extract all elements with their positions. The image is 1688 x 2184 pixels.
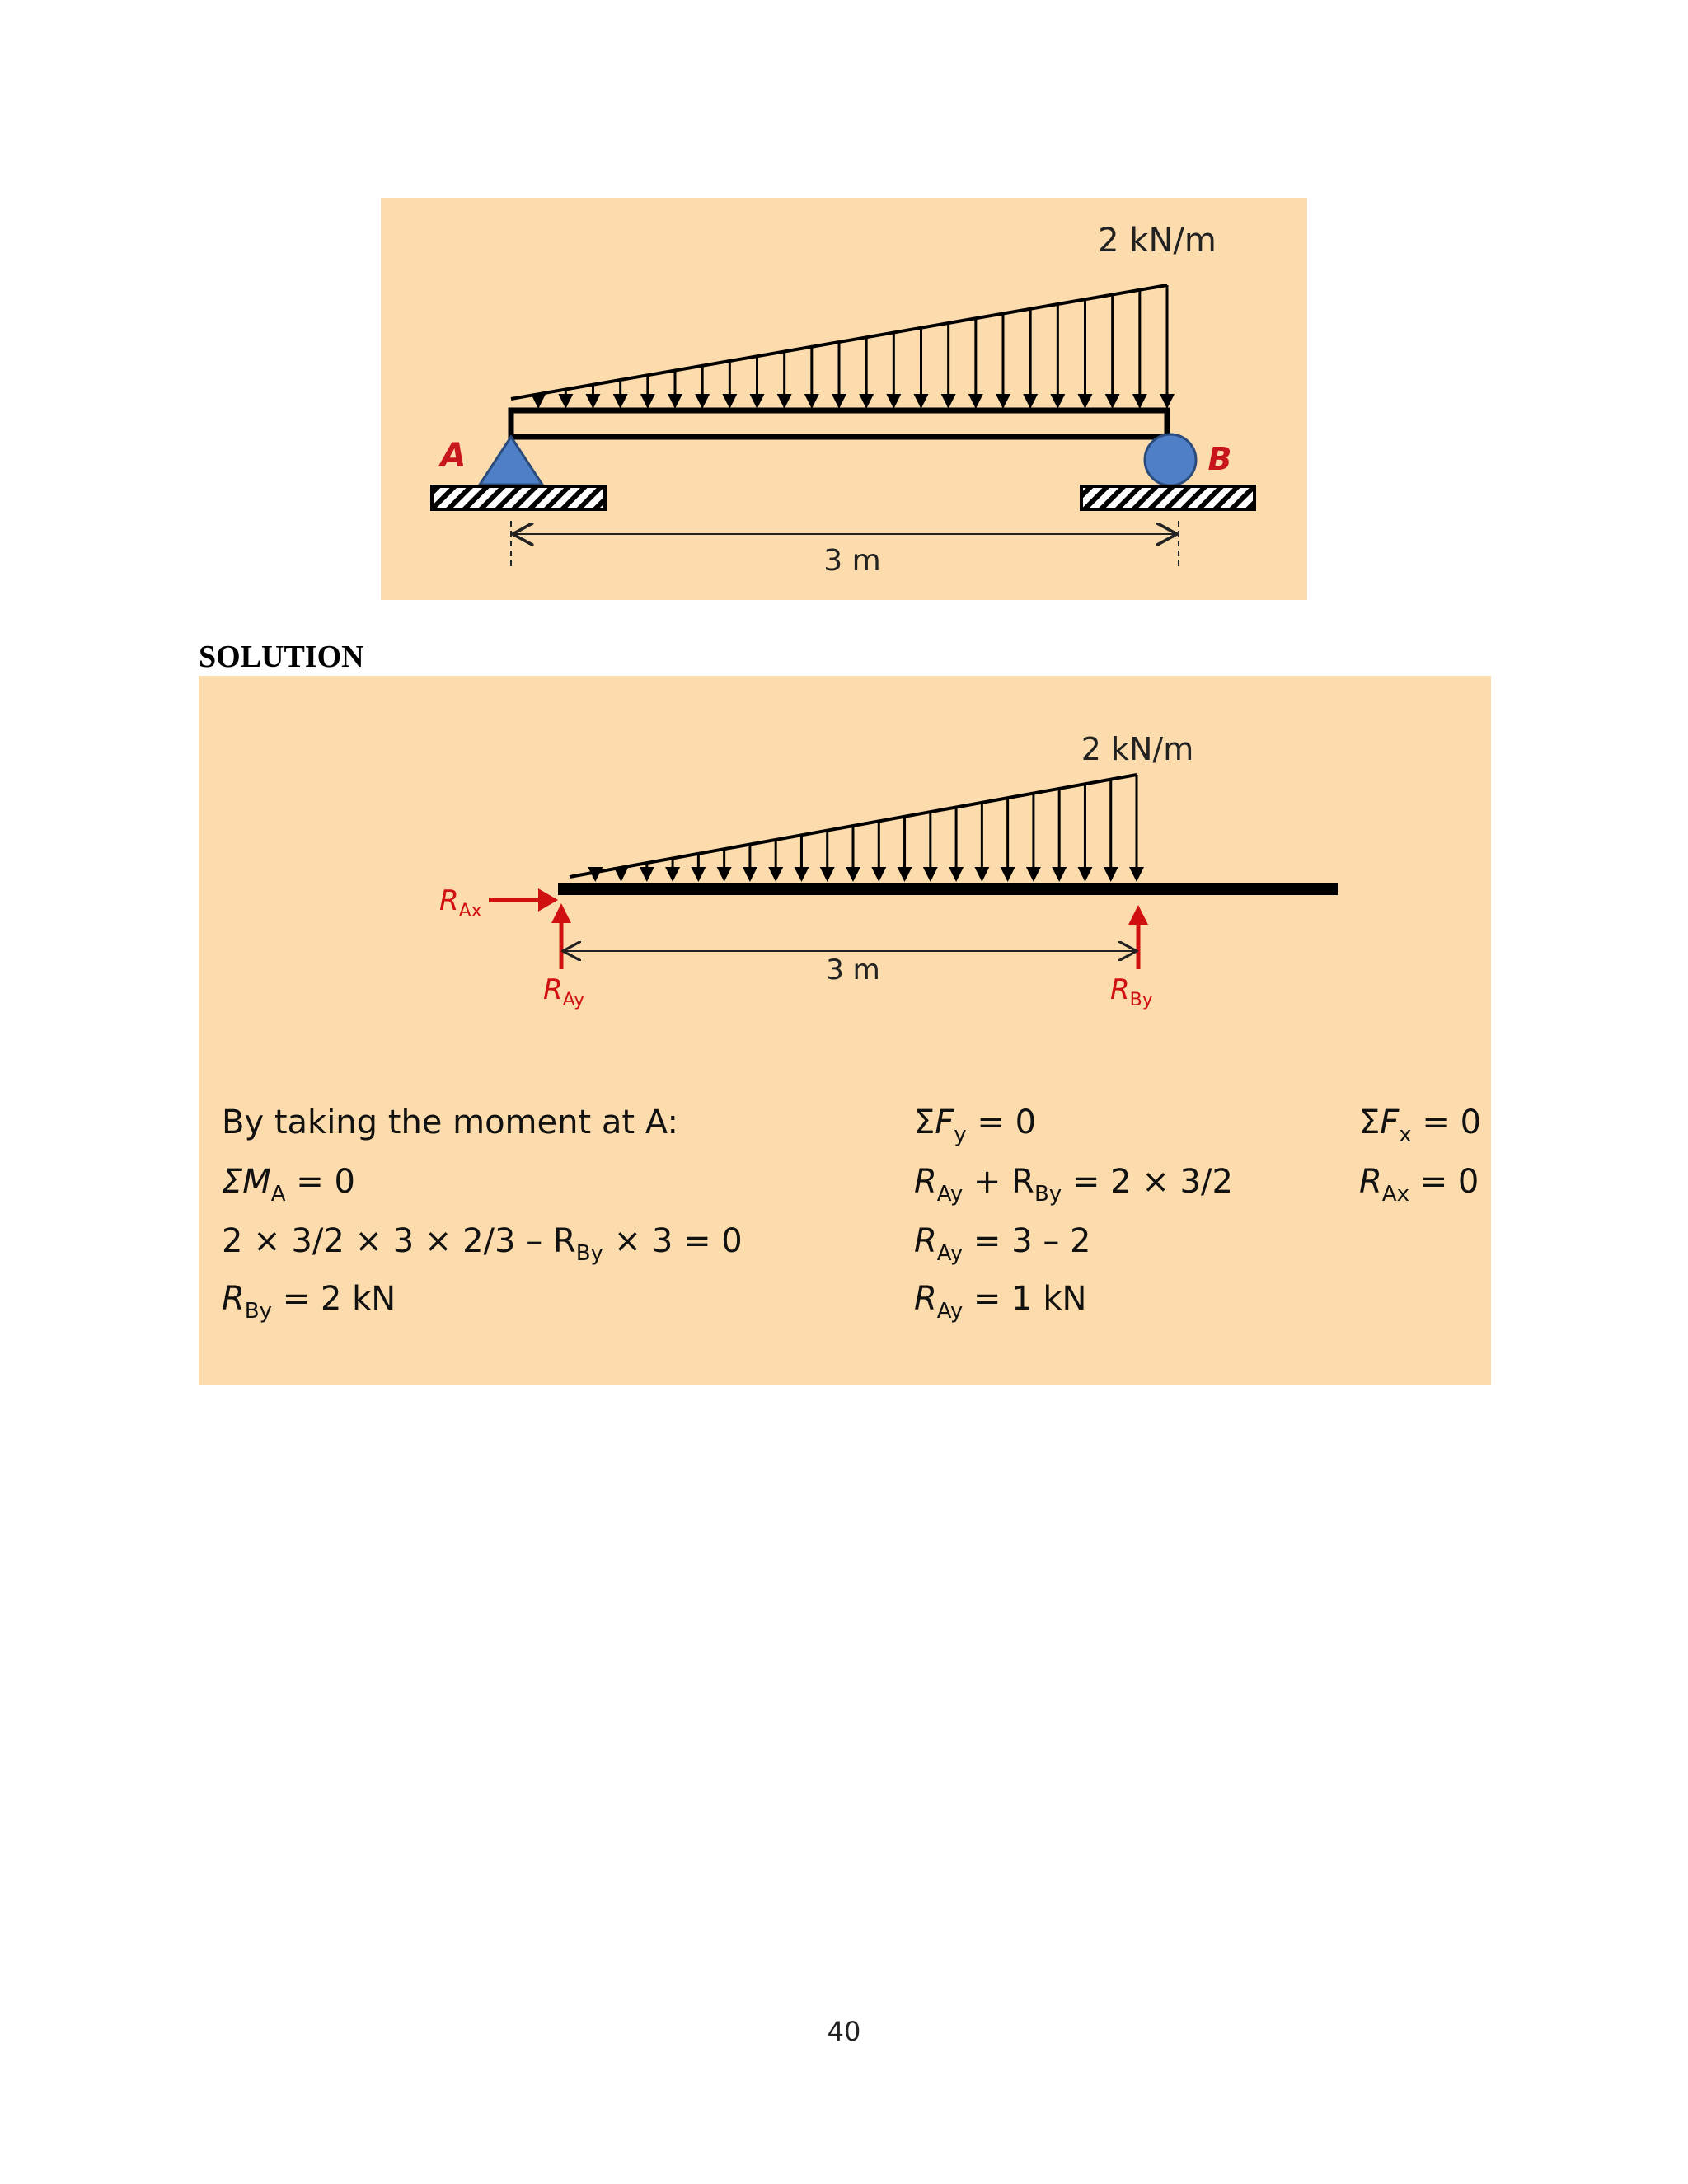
load-arrowhead bbox=[1077, 867, 1092, 882]
load-arrowhead bbox=[614, 867, 629, 882]
reaction-ay-arrowhead bbox=[551, 903, 571, 923]
load-arrowhead bbox=[1023, 394, 1038, 409]
label-ray: RAy bbox=[543, 973, 585, 1010]
load-arrowhead bbox=[941, 394, 956, 409]
load-arrowhead bbox=[846, 867, 860, 882]
load-arrowhead bbox=[531, 394, 546, 409]
load-arrowhead bbox=[996, 394, 1010, 409]
load-label: 2 kN/m bbox=[1098, 222, 1217, 260]
ground-a bbox=[432, 486, 605, 509]
label-b: B bbox=[1207, 441, 1232, 477]
load-arrowhead bbox=[820, 867, 835, 882]
load-arrowhead bbox=[898, 867, 912, 882]
load-arrowhead bbox=[968, 394, 983, 409]
roller-support-b bbox=[1145, 434, 1196, 485]
load-arrowhead bbox=[1160, 394, 1175, 409]
load-arrowhead bbox=[1001, 867, 1015, 882]
horizontal-sum-equation: $\Sigma F_x = 0$ bbox=[1359, 1104, 1482, 1147]
page-number: 40 bbox=[827, 2016, 861, 2047]
load-arrowhead bbox=[1132, 394, 1147, 409]
load-arrowhead bbox=[871, 867, 886, 882]
load-arrowhead bbox=[717, 867, 732, 882]
label-a: A bbox=[440, 437, 467, 475]
vertical-result: $R_{Ay} = 1$ kN bbox=[914, 1280, 1087, 1324]
load-arrowhead bbox=[1129, 867, 1144, 882]
load-arrowhead bbox=[695, 394, 710, 409]
load-arrowhead bbox=[923, 867, 938, 882]
load-arrowhead bbox=[750, 394, 765, 409]
span-label: 3 m bbox=[826, 954, 880, 987]
beam bbox=[558, 883, 1338, 895]
ground-b bbox=[1081, 486, 1254, 509]
reaction-ax-arrowhead bbox=[538, 888, 558, 912]
vertical-substitution: $R_{Ay} = 3 - 2$ bbox=[914, 1222, 1091, 1266]
solution-panel bbox=[199, 676, 1491, 1385]
load-arrowhead bbox=[613, 394, 628, 409]
load-arrowhead bbox=[665, 867, 680, 882]
load-arrowhead bbox=[804, 394, 819, 409]
load-arrowhead bbox=[1078, 394, 1093, 409]
load-arrowhead bbox=[1026, 867, 1041, 882]
load-arrowhead bbox=[949, 867, 964, 882]
load-label: 2 kN/m bbox=[1081, 731, 1194, 767]
label-rby: RBy bbox=[1110, 973, 1153, 1010]
beam-figure bbox=[381, 198, 1307, 600]
load-arrowhead bbox=[586, 394, 601, 409]
load-arrowhead bbox=[777, 394, 792, 409]
label-rax: RAx bbox=[439, 884, 482, 921]
load-arrowhead bbox=[768, 867, 783, 882]
load-arrowhead bbox=[691, 867, 706, 882]
span-label: 3 m bbox=[823, 544, 881, 578]
free-body-diagram bbox=[199, 676, 1491, 1088]
distributed-load bbox=[511, 285, 1175, 409]
load-arrowhead bbox=[1104, 867, 1118, 882]
vertical-expression: $R_{Ay} + R_{By} = 2 \times 3/2$ bbox=[914, 1163, 1233, 1207]
load-arrowhead bbox=[794, 867, 809, 882]
load-arrowhead bbox=[832, 394, 846, 409]
load-arrowhead bbox=[558, 394, 573, 409]
load-arrowhead bbox=[859, 394, 874, 409]
moment-expression: $2 \times 3/2 \times 3 \times 2/3 - R_{By} \times 3 = 0$ bbox=[222, 1222, 743, 1266]
load-arrowhead bbox=[640, 867, 654, 882]
load-arrowhead bbox=[1052, 867, 1067, 882]
beam-diagram bbox=[381, 198, 1307, 600]
load-arrowhead bbox=[1050, 394, 1065, 409]
reaction-by-arrowhead bbox=[1128, 905, 1148, 925]
load-arrowhead bbox=[668, 394, 682, 409]
solution-heading: SOLUTION bbox=[199, 640, 364, 674]
pin-support-a bbox=[480, 437, 542, 485]
moment-result: $R_{By} = 2$ kN bbox=[222, 1280, 396, 1324]
moment-sum-equation: $\Sigma M_A = 0$ bbox=[222, 1163, 355, 1207]
vertical-sum-equation: $\Sigma F_y = 0$ bbox=[914, 1104, 1037, 1147]
load-arrowhead bbox=[886, 394, 901, 409]
distributed-load bbox=[570, 775, 1144, 882]
load-arrowhead bbox=[722, 394, 737, 409]
load-arrowhead bbox=[743, 867, 757, 882]
load-arrowhead bbox=[640, 394, 655, 409]
beam bbox=[511, 410, 1167, 437]
load-arrowhead bbox=[974, 867, 989, 882]
moment-intro: By taking the moment at A: bbox=[222, 1104, 678, 1141]
horizontal-result: $R_{Ax} = 0$ bbox=[1359, 1163, 1479, 1207]
load-arrowhead bbox=[1105, 394, 1120, 409]
load-arrowhead bbox=[914, 394, 929, 409]
